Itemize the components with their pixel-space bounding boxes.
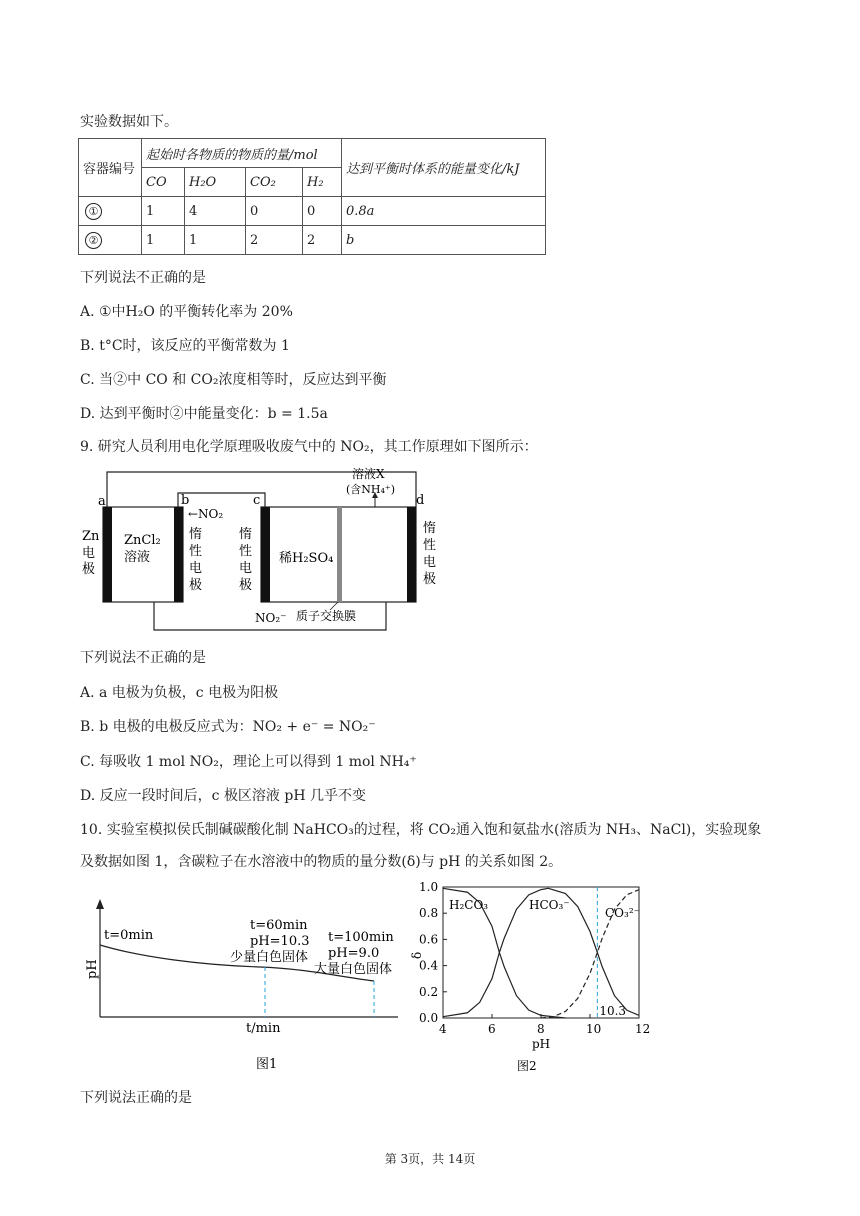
q8-option-c: C. 当②中 CO 和 CO₂浓度相等时，反应达到平衡 [80, 372, 387, 388]
y-tick-label: 0.4 [419, 958, 439, 973]
table-cell: 1 [142, 226, 185, 255]
y-tick-label: 0.8 [419, 906, 439, 921]
fig1-t60: t=60min [250, 918, 308, 933]
fig1-t0: t=0min [104, 928, 154, 943]
q9-option-a: A. a 电极为负极，c 电极为阳极 [80, 685, 279, 701]
zncl2-label: ZnCl₂ [124, 533, 161, 548]
q8-option-a: A. ①中H₂O 的平衡转化率为 20% [80, 304, 293, 320]
table-row [79, 226, 546, 255]
fig1-obs100: 大量白色固体 [314, 962, 393, 977]
table-cell: 1 [142, 197, 185, 226]
zn-label: 电 [82, 546, 96, 561]
proton-exchange-membrane [337, 507, 342, 602]
electrolysis-diagram [0, 462, 860, 632]
inert-label-c: 极 [239, 578, 253, 593]
no2-inlet-label: ←NO₂ [188, 507, 224, 521]
intro-text: 实验数据如下。 [80, 114, 178, 130]
zn-label: Zn [82, 529, 100, 544]
table-cell: b [342, 226, 546, 255]
fig2-caption: 图2 [517, 1059, 537, 1073]
row-id: ① [85, 203, 102, 220]
inert-label-d: 电 [423, 555, 437, 570]
q10-stem-line1: 10. 实验室模拟侯氏制碱碳酸化制 NaHCO₃的过程，将 CO₂通入饱和氨盐水(溶质为 NH₃、NaCl)，实验现象 [80, 822, 762, 838]
inert-label-c: 性 [239, 544, 253, 559]
table-cell: 2 [303, 226, 342, 255]
table-cell: 0 [303, 197, 342, 226]
inert-label-b: 极 [189, 578, 203, 593]
experiment-table [78, 138, 546, 255]
q8-option-b: B. t°C时，该反应的平衡常数为 1 [80, 338, 290, 354]
table-cell: 0.8a [342, 197, 546, 226]
x-tick-label: 12 [635, 1022, 651, 1036]
electrode-c [261, 507, 270, 602]
label-b: b [181, 493, 190, 508]
x-tick-label: 6 [488, 1022, 496, 1036]
table-cell: 0 [246, 197, 303, 226]
q10-stem-line2: 及数据如图 1，含碳粒子在水溶液中的物质的量分数(δ)与 pH 的关系如图 2。 [80, 854, 563, 870]
electrode-d [407, 507, 416, 602]
fig1-ph60: pH=10.3 [250, 934, 310, 949]
fig1-xlabel: t/min [246, 1021, 281, 1036]
fig1-obs60: 少量白色固体 [230, 950, 309, 965]
y-tick-label: 0.0 [419, 1011, 439, 1025]
fig2-ylabel: δ [410, 951, 424, 959]
q8-option-d: D. 达到平衡时②中能量变化：b = 1.5a [80, 406, 328, 422]
table-species: CO₂ [246, 168, 303, 197]
table-species: CO [142, 168, 185, 197]
h2so4-label: 稀H₂SO₄ [279, 551, 334, 566]
fig2-xlabel: pH [532, 1037, 551, 1051]
table-species: H₂ [303, 168, 342, 197]
q9-stem: 9. 研究人员利用电化学原理吸收废气中的 NO₂，其工作原理如下图所示： [80, 439, 538, 455]
y-tick-label: 0.6 [419, 932, 439, 947]
page-footer: 第 3页，共 14页 [384, 1152, 476, 1166]
inert-label-d: 惰 [423, 521, 437, 536]
fig1-t100: t=100min [328, 930, 394, 945]
x-tick-label: 8 [537, 1022, 545, 1036]
row-id: ② [85, 232, 102, 249]
zncl2-label: 溶液 [124, 550, 151, 565]
inert-label-b: 电 [189, 561, 203, 576]
fig1-ph100: pH=9.0 [328, 946, 380, 961]
table-species: H₂O [185, 168, 246, 197]
table-header-container: 容器编号 [79, 139, 142, 197]
y-tick-label: 0.2 [419, 984, 439, 999]
table-cell: 4 [185, 197, 246, 226]
series-label-h2co3: H₂CO₃ [449, 898, 489, 912]
q9-option-b: B. b 电极的电极反应式为：NO₂ + e⁻ = NO₂⁻ [80, 719, 376, 735]
marked-x-label: 10.3 [599, 1004, 627, 1018]
figure-2-chart [405, 877, 655, 1077]
figure-1 [80, 885, 420, 1085]
x-tick-label: 10 [586, 1022, 602, 1036]
inert-label-d: 性 [423, 538, 437, 553]
label-d: d [416, 493, 425, 508]
series-label-hco3: HCO₃⁻ [529, 898, 570, 912]
q9-ask: 下列说法不正确的是 [80, 650, 206, 666]
membrane-label: 质子交换膜 [296, 609, 357, 623]
fig1-caption: 图1 [256, 1057, 278, 1072]
nh4-label: (含NH₄⁺) [346, 483, 396, 496]
table-cell: 1 [185, 226, 246, 255]
inert-label-b: 性 [189, 544, 203, 559]
table-cell: 2 [246, 226, 303, 255]
table-header-initial: 起始时各物质的物质的量/mol [142, 139, 342, 168]
zn-label: 极 [82, 562, 96, 577]
inert-label-c: 电 [239, 561, 253, 576]
series-label-co3: CO₃²⁻ [605, 906, 640, 920]
y-tick-label: 1.0 [419, 880, 439, 894]
label-a: a [98, 494, 106, 509]
no2-minus-label: NO₂⁻ [255, 611, 287, 625]
inert-label-b: 惰 [189, 527, 203, 542]
inert-label-c: 惰 [239, 527, 253, 542]
electrode-b [174, 507, 183, 602]
q8-stem: 下列说法不正确的是 [80, 270, 206, 286]
x-tick-label: 4 [439, 1022, 447, 1036]
label-c: c [253, 493, 261, 508]
solution-x-label: 溶液X [352, 467, 385, 481]
q9-option-c: C. 每吸收 1 mol NO₂，理论上可以得到 1 mol NH₄⁺ [80, 754, 417, 770]
q9-option-d: D. 反应一段时间后，c 极区溶液 pH 几乎不变 [80, 788, 366, 804]
fig1-ylabel: pH [85, 959, 100, 979]
electrode-a [103, 507, 112, 602]
table-header-energy: 达到平衡时体系的能量变化/kJ [342, 139, 546, 197]
q10-ask: 下列说法正确的是 [80, 1090, 192, 1106]
inert-label-d: 极 [423, 572, 437, 587]
table-row [79, 197, 546, 226]
